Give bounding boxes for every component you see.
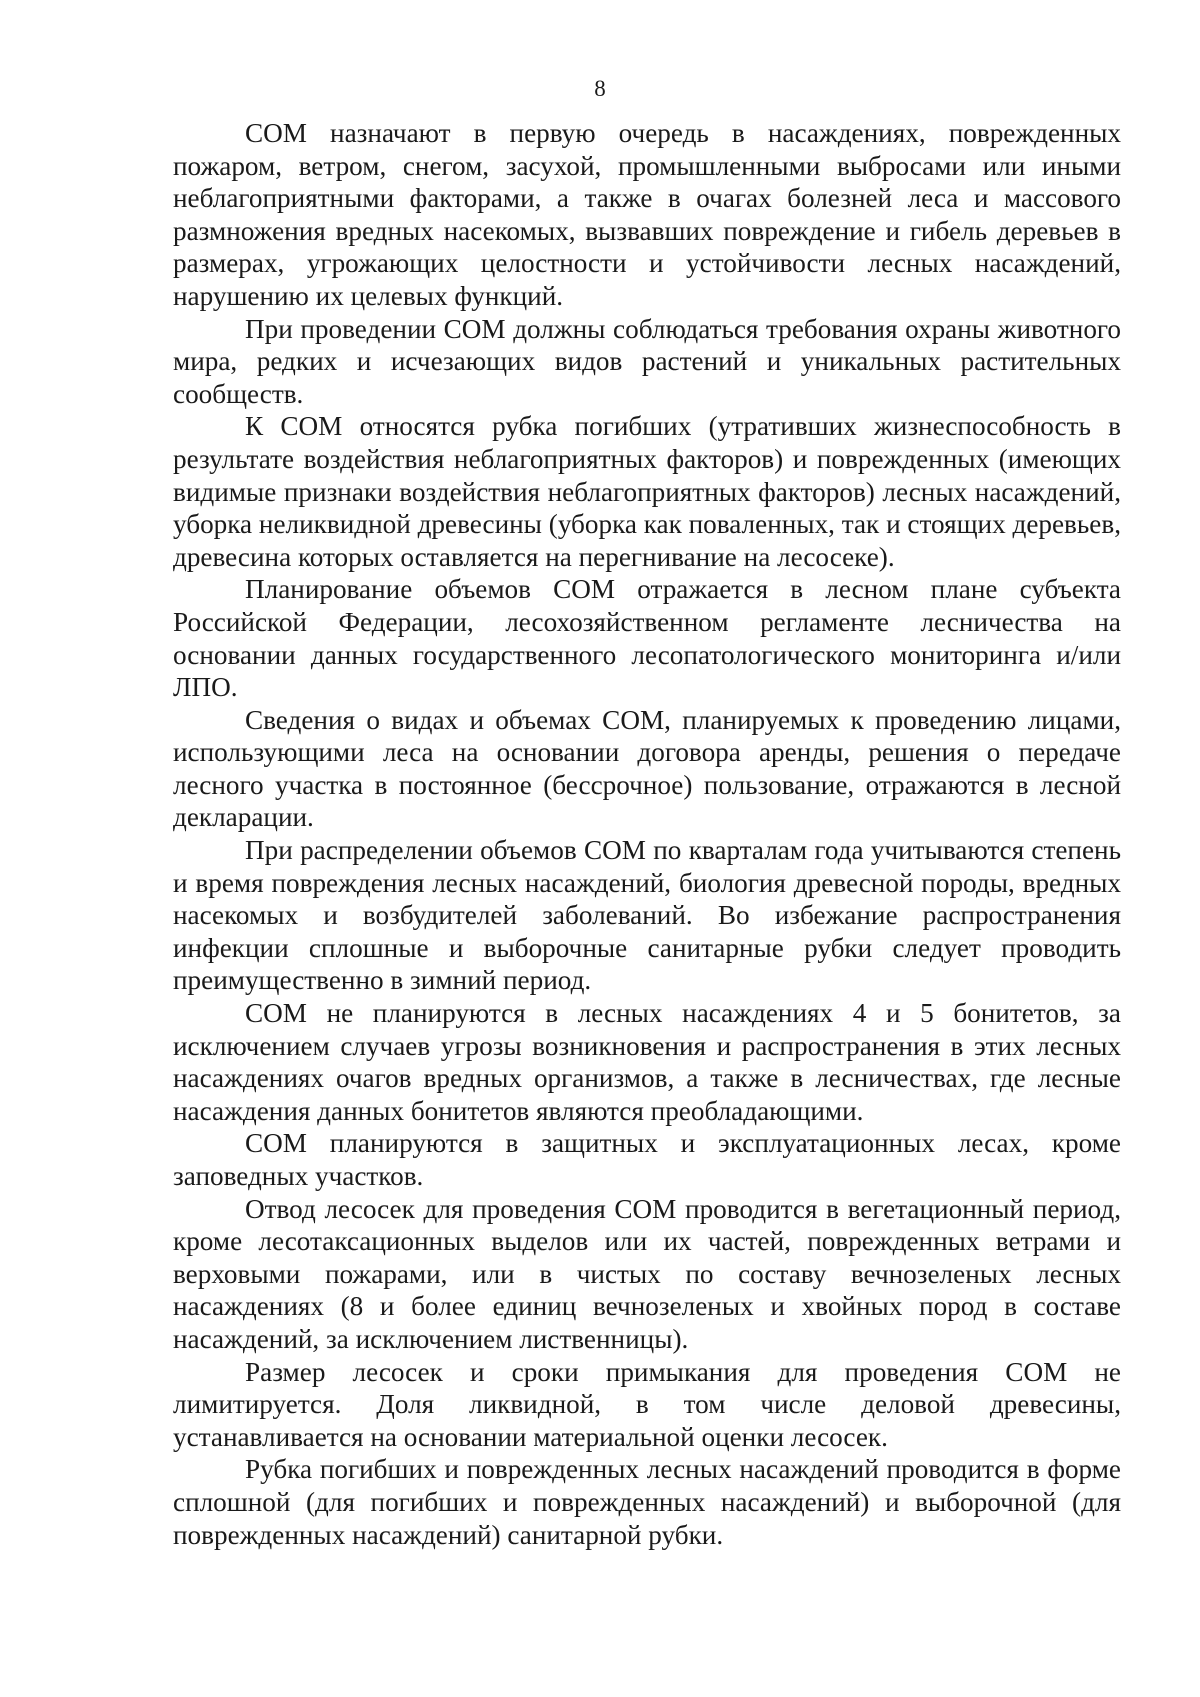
paragraph: Размер лесосек и сроки примыкания для проведения СОМ не лимитируется. Доля ликвидной, в том числе деловой древесины, устанавливается на основании материальной оценки лесосек. [173,1356,1121,1452]
paragraph: Рубка погибших и поврежденных лесных насаждений проводится в форме сплошной (для погибших и поврежденных насаждений) и выборочной (для поврежденных насаждений) санитарной рубки. [173,1454,1121,1550]
document-body [173,117,1121,1551]
paragraph: СОМ планируются в защитных и эксплуатационных лесах, кроме заповедных участков. [173,1128,1121,1191]
paragraph: Отвод лесосек для проведения СОМ проводится в вегетационный период, кроме лесотаксационных выделов или их частей, поврежденных ветрами и верховыми пожарами, или в чистых по составу вечнозеленых лесных насаждениях (8 и более единиц вечнозеленых и хвойных пород в составе насаждений, за исключением лиственницы). [173,1193,1121,1354]
paragraph: СОМ назначают в первую очередь в насаждениях, поврежденных пожаром, ветром, снегом, засухой, промышленными выбросами или иными неблагоприятными факторами, а также в очагах болезней леса и массового размножения вредных насекомых, вызвавших повреждение и гибель деревьев в размерах, угрожающих целостности и устойчивости лесных насаждений, нарушению их целевых функций. [173,118,1121,311]
paragraph: СОМ не планируются в лесных насаждениях 4 и 5 бонитетов, за исключением случаев угрозы возникновения и распространения в этих лесных насаждениях очагов вредных организмов, а также в лесничествах, где лесные насаждения данных бонитетов являются преобладающими. [173,998,1121,1126]
paragraph: При распределении объемов СОМ по кварталам года учитываются степень и время повреждения лесных насаждений, биология древесной породы, вредных насекомых и возбудителей заболеваний. Во избежание распространения инфекции сплошные и выборочные санитарные рубки следует проводить преимущественно в зимний период. [173,835,1121,996]
paragraph: Планирование объемов СОМ отражается в лесном плане субъекта Российской Федерации, лесохозяйственном регламенте лесничества на основании данных государственного лесопатологического мониторинга и/или ЛПО. [173,574,1121,703]
paragraph: Сведения о видах и объемах СОМ, планируемых к проведению лицами, использующими леса на основании договора аренды, решения о передаче лесного участка в постоянное (бессрочное) пользование, отражаются в лесной декларации. [173,704,1121,833]
paragraph: При проведении СОМ должны соблюдаться требования охраны животного мира, редких и исчезающих видов растений и уникальных растительных сообществ. [173,313,1121,409]
paragraph: К СОМ относятся рубка погибших (утративших жизнеспособность в результате воздействия неблагоприятных факторов) и поврежденных (имеющих видимые признаки воздействия неблагоприятных факторов) лесных насаждений, уборка неликвидной древесины (уборка как поваленных, так и стоящих деревьев, древесина которых оставляется на перегнивание на лесосеке). [173,411,1121,572]
page-number: 8 [594,76,606,101]
